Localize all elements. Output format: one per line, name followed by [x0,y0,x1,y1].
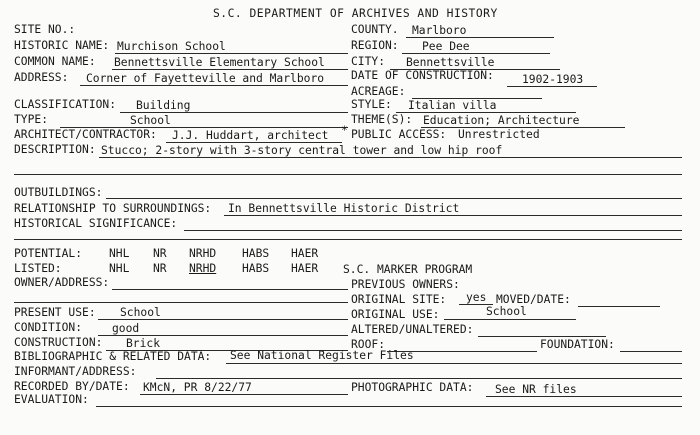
public-access-value: Unrestricted [458,128,540,141]
historic-name-line [115,53,348,54]
site-no-label: SITE NO.: [14,23,76,36]
architect-label: ARCHITECT/CONTRACTOR: [14,128,157,141]
architect-asterisk: * [341,124,348,137]
condition-value: good [112,322,140,335]
evaluation-label: EVALUATION: [14,393,89,406]
bibliographic-label: BIBLIOGRAPHIC & RELATED DATA: [14,350,212,363]
recorded-by-line [140,394,348,395]
recorded-by-value: KMcN, PR 8/22/77 [143,381,252,394]
architect-line [166,142,342,143]
description-line-2 [14,174,682,175]
bibliographic-line [226,363,682,364]
address-value: Corner of Fayetteville and Marlboro [86,72,325,85]
region-line [402,53,550,54]
relationship-line [224,215,682,216]
moved-date-label: MOVED/DATE: [496,293,571,306]
previous-owners-label: PREVIOUS OWNERS: [351,278,460,291]
public-access-label: PUBLIC ACCESS: [351,128,447,141]
altered-label: ALTERED/UNALTERED: [351,323,474,336]
owner-address-line [112,289,348,290]
construction-value: Brick [126,337,161,350]
evaluation-line [96,406,682,407]
listed-nhl: NHL [109,262,130,275]
type-value: School [130,114,171,127]
address-label: ADDRESS: [14,71,69,84]
type-label: TYPE: [14,113,49,126]
listed-nrhd-selected: NRHD [189,262,217,275]
acreage-label: ACREAGE: [351,85,406,98]
historic-name-value: Murchison School [117,40,226,53]
city-value: Bennettsville [406,56,495,69]
county-label: COUNTY. [351,23,399,36]
historical-significance-label: HISTORICAL SIGNIFICANCE: [14,217,178,230]
original-site-value: yes [466,291,487,304]
photographic-label: PHOTOGRAPHIC DATA: [351,381,474,394]
original-use-line [444,319,576,320]
classification-label: CLASSIFICATION: [14,98,117,111]
present-use-line [98,319,348,320]
original-site-label: ORIGINAL SITE: [351,293,447,306]
style-value: Italian villa [408,99,497,112]
owner-address-label: OWNER/ADDRESS: [14,276,110,289]
date-of-construction-value: 1902-1903 [522,73,584,86]
foundation-label: FOUNDATION: [540,338,615,351]
region-value: Pee Dee [422,40,470,53]
original-use-label: ORIGINAL USE: [351,308,440,321]
city-label: CITY: [351,55,386,68]
listed-haer: HAER [291,262,319,275]
construction-label: CONSTRUCTION: [14,336,103,349]
informant-label: INFORMANT/ADDRESS: [14,365,137,378]
common-name-value: Bennettsville Elementary School [114,56,325,69]
recorded-by-label: RECORDED BY/DATE: [14,380,130,393]
classification-line [120,112,348,113]
present-use-label: PRESENT USE: [14,306,96,319]
address-line [80,85,348,86]
potential-nhl: NHL [109,247,130,260]
county-value: Marlboro [412,24,467,37]
description-value: Stucco; 2-story with 3-story central tower and low hip roof [101,144,503,157]
listed-nr: NR [153,262,167,275]
common-name-label: COMMON NAME: [14,55,96,68]
date-of-construction-line [507,86,597,87]
style-label: STYLE: [351,98,392,111]
listed-habs: HABS [242,262,270,275]
style-line [396,112,576,113]
potential-label: POTENTIAL: [14,247,83,260]
outbuildings-label: OUTBUILDINGS: [14,186,103,199]
relationship-label: RELATIONSHIP TO SURROUNDINGS: [14,202,212,215]
potential-nrhd: NRHD [189,247,217,260]
original-use-value: School [486,305,527,318]
roof-label: ROOF: [351,338,386,351]
historical-significance-line [184,230,682,231]
potential-nr: NR [153,247,167,260]
form-title: S.C. DEPARTMENT OF ARCHIVES AND HISTORY [213,7,498,20]
historic-name-label: HISTORIC NAME: [14,39,110,52]
architect-value: J.J. Huddart, architect [172,129,329,142]
moved-date-line [578,306,660,307]
bibliographic-value: See National Register Files [230,349,414,362]
informant-line [156,378,682,379]
themes-label: THEME(S): [351,113,413,126]
condition-line [98,335,348,336]
potential-habs: HABS [242,247,270,260]
listed-label: LISTED: [14,262,62,275]
section-divider [14,239,682,240]
present-use-value: School [120,306,161,319]
county-line [406,37,554,38]
foundation-line [620,351,682,352]
photographic-line [486,396,682,397]
themes-value: Education; Architecture [423,114,580,127]
description-label: DESCRIPTION: [14,143,96,156]
common-name-line [112,69,348,70]
photographic-value: See NR files [495,383,577,396]
condition-label: CONDITION: [14,321,83,334]
description-line-1 [99,157,682,158]
outbuildings-line [106,198,682,199]
altered-line [478,336,606,337]
potential-haer: HAER [291,247,319,260]
date-of-construction-label: DATE OF CONSTRUCTION: [351,69,494,82]
relationship-value: In Bennettsville Historic District [228,202,460,215]
owner-address-line-2 [14,302,348,303]
classification-value: Building [136,99,191,112]
marker-program-label: S.C. MARKER PROGRAM [343,263,473,276]
region-label: REGION: [351,39,399,52]
